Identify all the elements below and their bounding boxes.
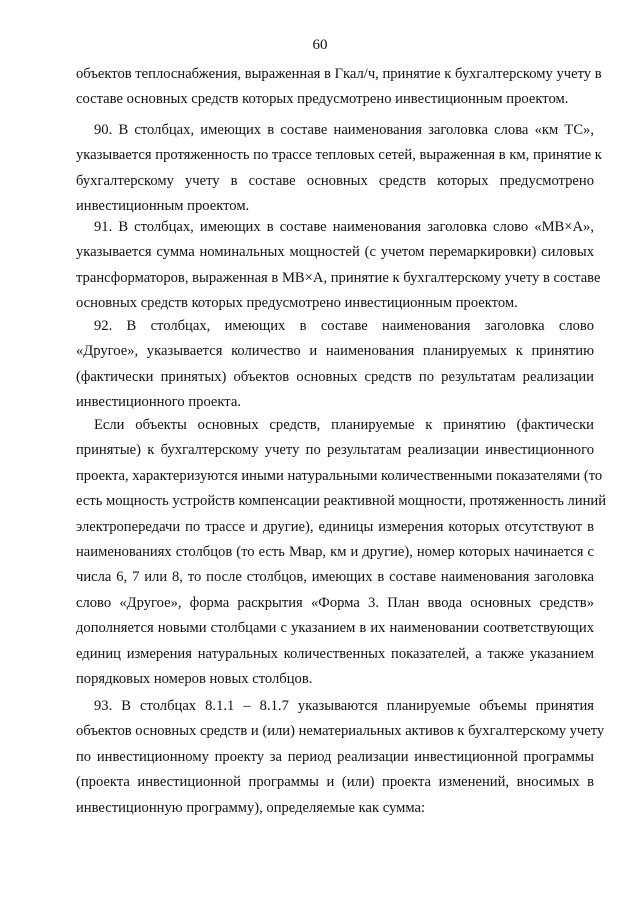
paragraph-line: инвестиционную программу), определяемые как сумма: — [76, 799, 426, 816]
paragraph-line: по инвестиционному проекту за период реализации инвестиционной программы — [76, 748, 594, 765]
paragraph-line: наименованиях столбцов (то есть Мвар, км и другие), номер которых начинается с — [76, 544, 594, 561]
paragraph-line: порядковых номеров новых столбцов. — [76, 671, 313, 688]
paragraph-line: Если объекты основных средств, планируемые к принятию (фактически — [94, 417, 594, 433]
paragraph-line: объектов теплоснабжения, выраженная в Гкал/ч, принятие к бухгалтерскому учету в — [76, 66, 602, 82]
paragraph-line: бухгалтерскому учету в составе основных средств которых предусмотрено — [76, 172, 594, 189]
paragraph-90 — [76, 118, 602, 220]
paragraph-if-objects — [76, 413, 607, 692]
paragraph-line: 92. В столбцах, имеющих в составе наименования заголовка слово — [94, 318, 594, 334]
paragraph-line: инвестиционным проектом. — [76, 198, 250, 215]
paragraph-line: дополняется новыми столбцами с указанием в их наименовании соответствующих — [76, 620, 594, 637]
paragraph-92 — [76, 314, 594, 416]
paragraph-line: 93. В столбцах 8.1.1 – 8.1.7 указываются планируемые объемы принятия — [94, 698, 594, 714]
paragraph-line: проекта, характеризуются иными натуральными количественными показателями (то — [76, 467, 603, 484]
paragraph-line: принятые) к бухгалтерскому учету по результатам реализации инвестиционного — [76, 442, 594, 459]
paragraph-line: основных средств которых предусмотрено инвестиционным проектом. — [76, 295, 518, 312]
paragraph-line: числа 6, 7 или 8, то после столбцов, имеющих в составе наименования заголовка — [76, 569, 594, 586]
paragraph-91 — [76, 215, 601, 317]
paragraph-line: объектов основных средств и (или) нематериальных активов к бухгалтерскому учету — [76, 723, 605, 740]
paragraph-line: 91. В столбцах, имеющих в составе наименования заголовка слово «МВ×А», — [94, 219, 594, 235]
paragraph-line: электропередачи по трассе и другие), единицы измерения которых отсутствуют в — [76, 518, 594, 535]
paragraph-line: слово «Другое», форма раскрытия «Форма 3. План ввода основных средств» — [76, 594, 594, 611]
paragraph-93 — [76, 694, 605, 821]
paragraph-line: инвестиционного проекта. — [76, 394, 241, 411]
page-number: 60 — [312, 37, 328, 53]
paragraph-line: составе основных средств которых предусмотрено инвестиционным проектом. — [76, 91, 569, 108]
paragraph-line: указывается сумма номинальных мощностей (с учетом перемаркировки) силовых — [76, 244, 594, 261]
paragraph-line: единиц измерения натуральных количественных показателей, а также указанием — [76, 645, 594, 662]
paragraph-line: 90. В столбцах, имеющих в составе наименования заголовка слова «км ТС», — [94, 122, 594, 138]
paragraph-line: есть мощность устройств компенсации реактивной мощности, протяженность линий — [76, 493, 607, 510]
paragraph-line: (проекта инвестиционной программы и (или) проекта изменений, вносимых в — [76, 774, 594, 791]
paragraph-line: указывается протяженность по трассе тепловых сетей, выраженная в км, принятие к — [76, 147, 602, 164]
paragraph-line: (фактически принятых) объектов основных средств по результатам реализации — [76, 368, 594, 385]
paragraph-line: трансформаторов, выраженная в МВ×А, принятие к бухгалтерскому учету в составе — [76, 269, 601, 286]
paragraph-line: «Другое», указывается количество и наименования планируемых к принятию — [76, 343, 594, 360]
paragraph-continuation — [76, 62, 602, 113]
